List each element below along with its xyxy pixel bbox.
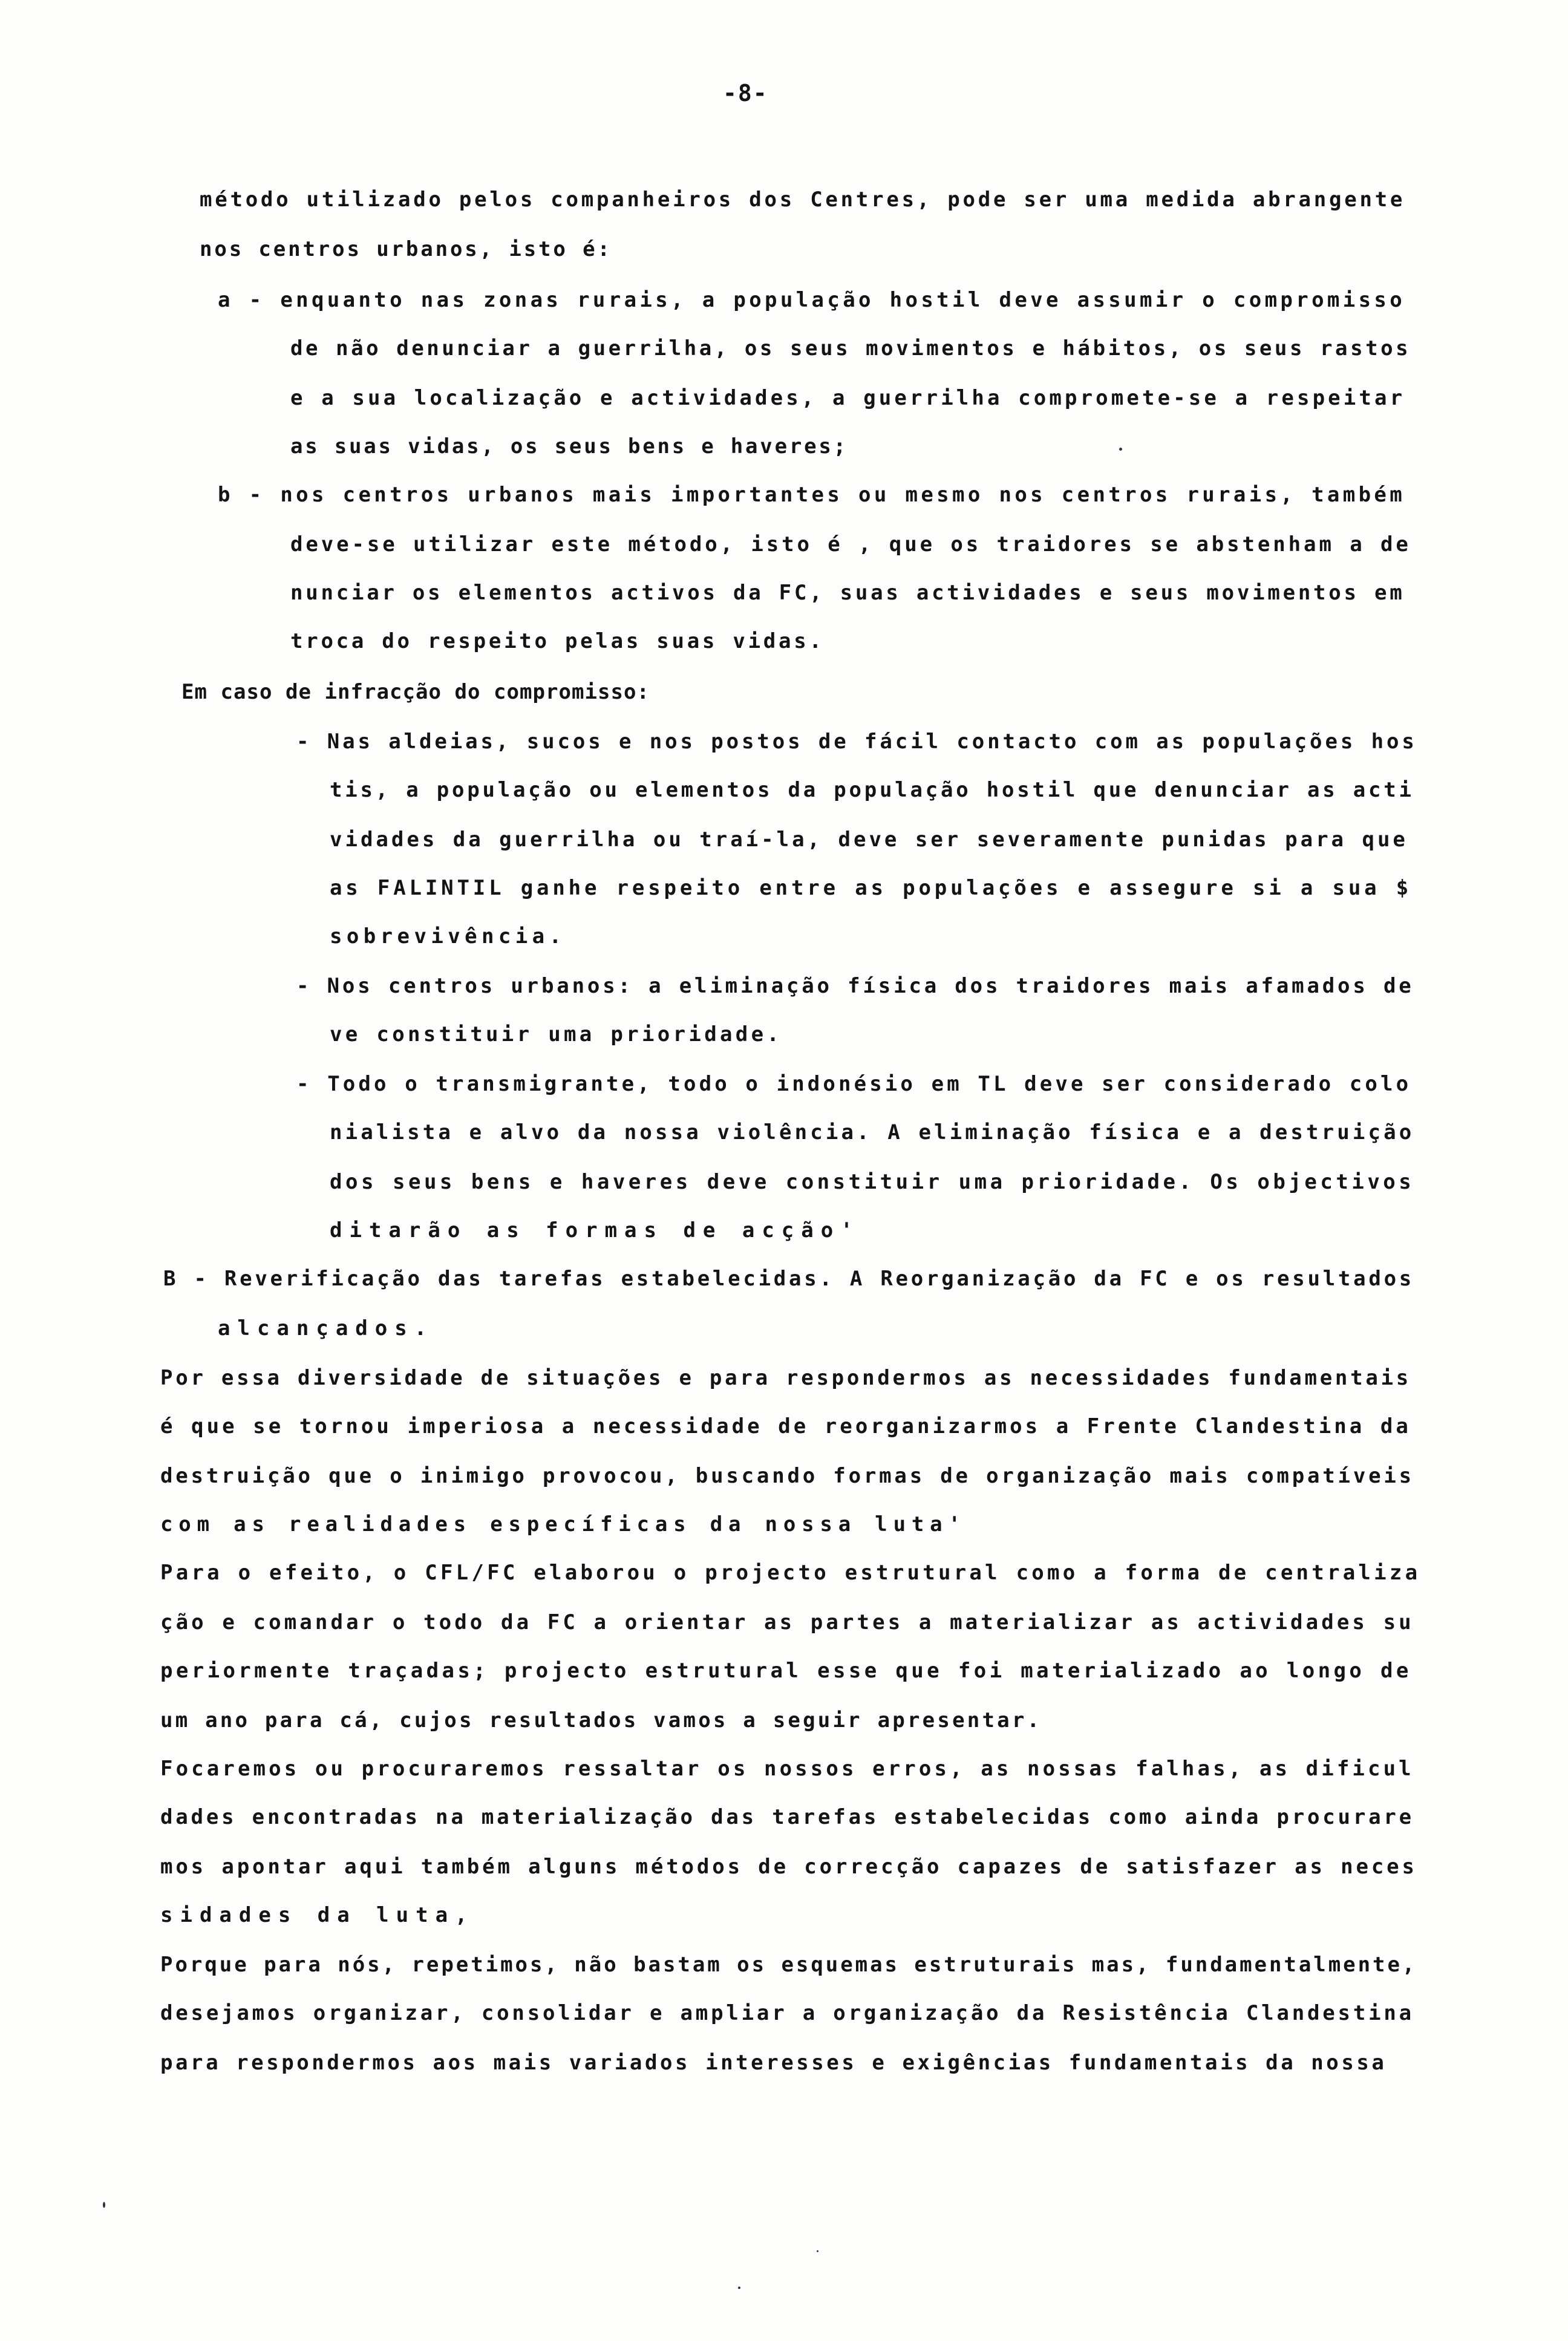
text-line: Porque para nós, repetimos, não bastam os esquemas estruturais mas, fundamentalmente, [160, 1953, 1417, 1977]
text-line: de não denunciar a guerrilha, os seus movimentos e hábitos, os seus rastos [290, 336, 1411, 361]
text-line: vidades da guerrilha ou traí-la, deve ser severamente punidas para que [330, 828, 1408, 852]
text-line: é que se tornou imperiosa a necessidade de reorganizarmos a Frente Clandestina da [160, 1414, 1411, 1438]
text-line: Em caso de infracção do compromisso: [181, 680, 650, 704]
page-number: -8- [723, 80, 768, 106]
text-line: - Nas aldeias, sucos e nos postos de fácil contacto com as populações hos [296, 730, 1417, 754]
text-line: - Todo o transmigrante, todo o indonésio em TL deve ser considerado colo [296, 1072, 1412, 1096]
text-line: as suas vidas, os seus bens e haveres; [290, 434, 848, 459]
text-line: desejamos organizar, consolidar e ampliar a organização da Resistência Clandestina [160, 2001, 1414, 2025]
text-line: Focaremos ou procuraremos ressaltar os nossos erros, as nossas falhas, as dificul [160, 1757, 1414, 1781]
text-line: B - Reverificação das tarefas estabelecidas. A Reorganização da FC e os resultados [163, 1267, 1415, 1291]
text-line: troca do respeito pelas suas vidas. [290, 629, 825, 653]
text-line: periormente traçadas; projecto estrutural esse que foi materializado ao longo de [160, 1659, 1412, 1683]
scan-speck [1119, 448, 1122, 451]
text-line: sidades da luta, [160, 1903, 475, 1927]
scan-speck [738, 2287, 740, 2289]
text-line: - Nos centros urbanos: a eliminação física dos traidores mais afamados de [296, 974, 1414, 998]
text-line: dos seus bens e haveres deve constituir uma prioridade. Os objectivos [330, 1170, 1415, 1194]
scan-speck [817, 2250, 818, 2252]
text-line: deve-se utilizar este método, isto é , que os traidores se abstenham a de [290, 532, 1411, 557]
text-line: método utilizado pelos companheiros dos Centres, pode ser uma medida abrangente [200, 188, 1406, 212]
text-line: com as realidades específicas da nossa luta' [160, 1512, 967, 1536]
text-line: para respondermos aos mais variados interesses e exigências fundamentais da nossa [160, 2051, 1387, 2075]
text-line: nos centros urbanos, isto é: [200, 237, 612, 261]
text-line: b - nos centros urbanos mais importantes ou mesmo nos centros rurais, também [218, 483, 1406, 507]
text-line: um ano para cá, cujos resultados vamos a seguir apresentar. [160, 1708, 1042, 1732]
text-line: dades encontradas na materialização das tarefas estabelecidas como ainda procurare [160, 1805, 1414, 1829]
text-line: mos apontar aqui também alguns métodos de correcção capazes de satisfazer as neces [160, 1855, 1417, 1879]
text-line: nialista e alvo da nossa violência. A eliminação física e a destruição [330, 1120, 1415, 1144]
text-line: sobrevivência. [330, 924, 566, 948]
text-line: a - enquanto nas zonas rurais, a população hostil deve assumir o compromisso [218, 288, 1406, 312]
text-line: e a sua localização e actividades, a guerrilha compromete-se a respeitar [290, 386, 1406, 410]
scan-speck [103, 2202, 105, 2208]
text-line: nunciar os elementos activos da FC, suas actividades e seus movimentos em [290, 581, 1405, 605]
text-line: Para o efeito, o CFL/FC elaborou o projecto estrutural como a forma de centraliza [160, 1561, 1421, 1585]
text-line: ção e comandar o todo da FC a orientar as partes a materializar as actividades su [160, 1610, 1414, 1634]
text-line: Por essa diversidade de situações e para respondermos as necessidades fundamentais [160, 1366, 1412, 1390]
text-line: as FALINTIL ganhe respeito entre as populações e assegure si a sua $ [330, 876, 1413, 900]
text-line: ve constituir uma prioridade. [330, 1022, 783, 1046]
text-line: tis, a população ou elementos da população hostil que denunciar as acti [330, 778, 1414, 802]
text-line: destruição que o inimigo provocou, buscando formas de organização mais compatíveis [160, 1464, 1414, 1488]
text-line: alcançados. [218, 1316, 434, 1340]
text-line: ditarão as formas de acção' [330, 1218, 860, 1242]
